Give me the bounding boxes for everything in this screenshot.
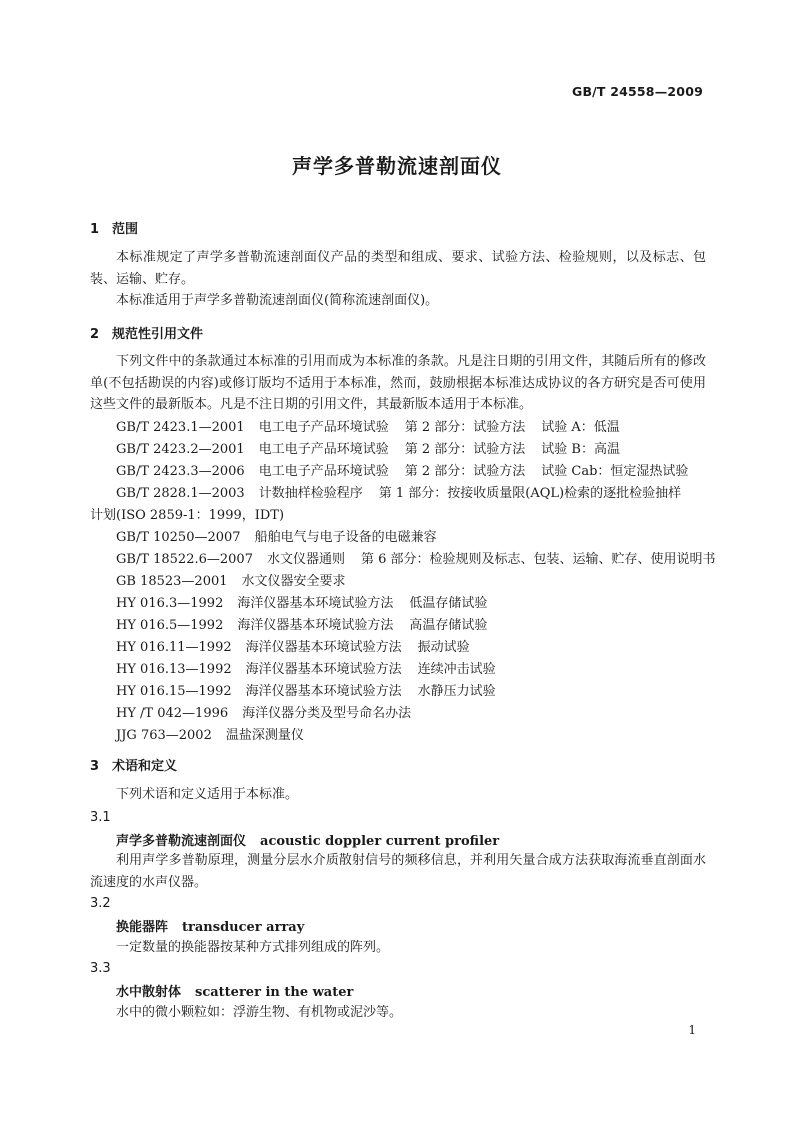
scope-paragraph-1: 本标准规定了声学多普勒流速剖面仪产品的类型和组成、要求、试验方法、检验规则，以及标志、包装、运输、贮存。 bbox=[90, 250, 706, 287]
reference-part: 振动试验 bbox=[417, 640, 470, 655]
reference-part: 连续冲击试验 bbox=[417, 662, 496, 677]
reference-title: 海洋仪器基本环境试验方法 bbox=[237, 596, 394, 611]
scope-paragraph-2: 本标准适用于声学多普勒流速剖面仪(简称流速剖面仪)。 bbox=[116, 293, 439, 308]
reference-part: 第 1 部分：按接收质量限(AQL)检索的逐批检验抽样 bbox=[378, 486, 682, 501]
reference-title: 电工电子产品环境试验 bbox=[258, 442, 389, 457]
document-title: 声学多普勒流速剖面仪 bbox=[292, 154, 502, 178]
reference-item: 试验 B：高温 bbox=[541, 442, 620, 457]
term-number: 3.3 bbox=[90, 961, 111, 976]
term-heading bbox=[116, 981, 353, 1000]
reference-code: GB 18523—2001 bbox=[116, 574, 228, 589]
term-definition: 一定数量的换能器按某种方式排列组成的阵列。 bbox=[116, 940, 390, 955]
term-english: transducer array bbox=[182, 920, 305, 935]
reference-line bbox=[116, 636, 470, 655]
reference-code: HY 016.5—1992 bbox=[116, 618, 224, 633]
reference-part: 第 2 部分：试验方法 bbox=[404, 464, 526, 479]
reference-title: 电工电子产品环境试验 bbox=[258, 464, 389, 479]
reference-code: HY 016.15—1992 bbox=[116, 684, 232, 699]
reference-line bbox=[116, 658, 496, 677]
reference-line bbox=[116, 680, 496, 699]
section-number: 1 bbox=[90, 222, 100, 237]
reference-line bbox=[116, 724, 304, 743]
reference-code: GB/T 2828.1—2003 bbox=[116, 486, 245, 501]
reference-code: GB/T 18522.6—2007 bbox=[116, 552, 253, 567]
term-number: 3.1 bbox=[90, 810, 111, 825]
reference-code: JJG 763—2002 bbox=[116, 728, 212, 743]
reference-line bbox=[116, 416, 620, 435]
reference-title: 水文仪器安全要求 bbox=[241, 574, 346, 589]
section-3-heading bbox=[90, 755, 177, 774]
section-title: 术语和定义 bbox=[112, 759, 178, 774]
section-number: 2 bbox=[90, 327, 100, 342]
reference-code: GB/T 2423.1—2001 bbox=[116, 420, 245, 435]
section-number: 3 bbox=[90, 759, 100, 774]
term-heading bbox=[116, 830, 499, 849]
reference-code: HY 016.13—1992 bbox=[116, 662, 232, 677]
normative-intro-paragraph: 下列文件中的条款通过本标准的引用而成为本标准的条款。凡是注日期的引用文件，其随后所有的修改单(不包括勘误的内容)或修订版均不适用于本标准，然而，鼓励根据本标准达成协议的各方研究是否可使用这些文件的最新版本。凡是不注日期的引用文件，其最新版本适用于本标准。 bbox=[90, 354, 706, 412]
term-english: acoustic doppler current profiler bbox=[260, 834, 500, 849]
reference-title: 海洋仪器分类及型号命名办法 bbox=[242, 706, 412, 721]
reference-code: GB/T 2423.3—2006 bbox=[116, 464, 245, 479]
term-definition: 水中的微小颗粒如：浮游生物、有机物或泥沙等。 bbox=[116, 1005, 403, 1020]
reference-part: 水静压力试验 bbox=[417, 684, 496, 699]
section-title: 范围 bbox=[112, 222, 139, 237]
reference-line bbox=[116, 460, 688, 479]
reference-line bbox=[116, 614, 487, 633]
term-chinese: 换能器阵 bbox=[116, 920, 169, 935]
reference-line bbox=[116, 570, 346, 589]
page-number: 1 bbox=[688, 1023, 696, 1037]
term-heading bbox=[116, 916, 304, 935]
section-title: 规范性引用文件 bbox=[112, 327, 204, 342]
reference-line bbox=[116, 438, 620, 457]
reference-title: 温盐深测量仪 bbox=[225, 728, 304, 743]
reference-line bbox=[116, 526, 437, 545]
reference-part: 低温存储试验 bbox=[409, 596, 488, 611]
reference-title: 船舶电气与电子设备的电磁兼容 bbox=[254, 530, 437, 545]
reference-part: 高温存储试验 bbox=[409, 618, 488, 633]
term-definition: 利用声学多普勒原理，测量分层水介质散射信号的频移信息，并利用矢量合成方法获取海流垂直剖面水流速度的水声仪器。 bbox=[90, 853, 706, 890]
terms-intro-paragraph: 下列术语和定义适用于本标准。 bbox=[116, 787, 299, 802]
reference-title: 计数抽样检验程序 bbox=[258, 486, 363, 501]
reference-part: 第 6 部分：检验规则及标志、包装、运输、贮存、使用说明书 bbox=[360, 552, 716, 567]
reference-item: 试验 Cab：恒定湿热试验 bbox=[541, 464, 689, 479]
reference-code: HY 016.3—1992 bbox=[116, 596, 224, 611]
reference-title: 海洋仪器基本环境试验方法 bbox=[245, 684, 402, 699]
reference-title: 海洋仪器基本环境试验方法 bbox=[237, 618, 394, 633]
reference-code: HY 016.11—1992 bbox=[116, 640, 232, 655]
reference-title: 海洋仪器基本环境试验方法 bbox=[245, 640, 402, 655]
reference-item: 试验 A：低温 bbox=[541, 420, 620, 435]
section-2-heading bbox=[90, 323, 203, 342]
reference-code: GB/T 2423.2—2001 bbox=[116, 442, 245, 457]
reference-line-continuation: 计划(ISO 2859-1：1999，IDT) bbox=[90, 508, 285, 523]
reference-title: 海洋仪器基本环境试验方法 bbox=[245, 662, 402, 677]
reference-code: GB/T 10250—2007 bbox=[116, 530, 241, 545]
reference-part: 第 2 部分：试验方法 bbox=[404, 442, 526, 457]
reference-line bbox=[116, 592, 487, 611]
term-chinese: 声学多普勒流速剖面仪 bbox=[116, 834, 247, 849]
reference-code: HY /T 042—1996 bbox=[116, 706, 229, 721]
reference-title: 水文仪器通则 bbox=[266, 552, 345, 567]
reference-part: 第 2 部分：试验方法 bbox=[404, 420, 526, 435]
standard-code-header: GB/T 24558—2009 bbox=[571, 84, 703, 99]
reference-line bbox=[116, 702, 411, 721]
term-english: scatterer in the water bbox=[195, 985, 354, 1000]
reference-title: 电工电子产品环境试验 bbox=[258, 420, 389, 435]
section-1-heading bbox=[90, 218, 138, 237]
term-number: 3.2 bbox=[90, 896, 111, 911]
term-chinese: 水中散射体 bbox=[116, 985, 182, 1000]
reference-line bbox=[116, 548, 716, 567]
reference-line bbox=[116, 482, 681, 501]
